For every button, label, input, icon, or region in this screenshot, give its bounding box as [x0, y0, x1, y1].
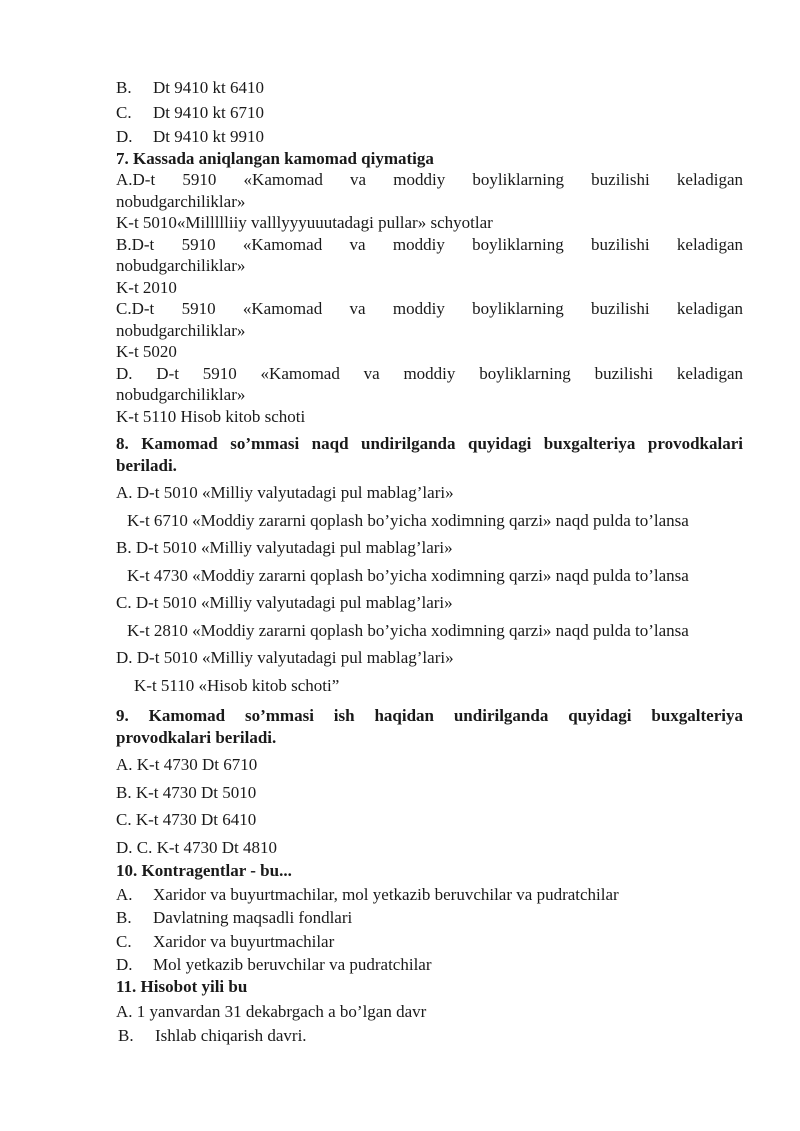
option-10b — [116, 907, 743, 929]
option-9a: A. K-t 4730 Dt 6710 — [116, 755, 258, 774]
option-text: Dt 9410 kt 6410 — [153, 78, 264, 97]
option-11b — [116, 1025, 743, 1047]
option-7c-line2: nobudgarchiliklar» — [116, 320, 246, 340]
option-text: Mol yetkazib beruvchilar va pudratchilar — [153, 955, 432, 974]
option-7b-line2: nobudgarchiliklar» — [116, 256, 246, 275]
option-10d — [116, 954, 743, 976]
option-9c: C. K-t 4730 Dt 6410 — [116, 810, 257, 829]
option-text: Ishlab chiqarish davri. — [155, 1025, 307, 1045]
option-letter: C. — [116, 931, 132, 951]
option-7c-line3: K-t 5020 — [116, 342, 177, 361]
question-9-title-line1: 9. Kamomad so’mmasi ish haqidan undirilganda quyidagi buxgalteriya — [116, 706, 743, 725]
option-8c-line1: C. D-t 5010 «Milliy valyutadagi pul mablag’lari» — [116, 593, 453, 612]
option-9d: D. C. K-t 4730 Dt 4810 — [116, 837, 278, 857]
option-9b: B. K-t 4730 Dt 5010 — [116, 782, 257, 802]
option-text: Dt 9410 kt 6710 — [153, 102, 264, 122]
option-letter: B. — [118, 1025, 134, 1045]
question-8-title-line1: 8. Kamomad so’mmasi naqd undirilganda quyidagi buxgalteriya provodkalari — [116, 434, 743, 453]
option-7a-line2: nobudgarchiliklar» — [116, 191, 246, 211]
document-page — [116, 77, 743, 1046]
option-8c-line2: K-t 2810 «Moddiy zararni qoplash bo’yicha xodimning qarzi» naqd pulda to’lansa — [127, 620, 689, 640]
option-7d-line2: nobudgarchiliklar» — [116, 385, 246, 404]
question-11-title: 11. Hisobot yili bu — [116, 976, 248, 996]
option-7a-line3: K-t 5010«Millllliiy valllyyyuuutadagi pullar» schyotlar — [116, 213, 493, 232]
option-q6-b — [116, 77, 743, 99]
option-7a-line1: A.D-t 5910 «Kamomad va moddiy boyliklarning buzilishi keladigan — [116, 170, 743, 189]
option-8b-line2: K-t 4730 «Moddiy zararni qoplash bo’yicha xodimning qarzi» naqd pulda to’lansa — [127, 565, 689, 585]
option-text: Xaridor va buyurtmachilar, mol yetkazib beruvchilar va pudratchilar — [153, 884, 619, 904]
option-q6-d — [116, 126, 743, 148]
option-7b-line3: K-t 2010 — [116, 277, 177, 297]
option-letter: C. — [116, 102, 132, 122]
option-8a-line1: A. D-t 5010 «Milliy valyutadagi pul mablag’lari» — [116, 483, 454, 502]
option-letter: D. — [116, 955, 133, 974]
option-7b-line1: B.D-t 5910 «Kamomad va moddiy boyliklarning buzilishi keladigan — [116, 234, 743, 254]
option-q6-c — [116, 102, 743, 124]
option-text: Davlatning maqsadli fondlari — [153, 908, 353, 927]
option-letter: D. — [116, 127, 133, 146]
option-11a: A. 1 yanvardan 31 dekabrgach a bo’lgan davr — [116, 1002, 427, 1021]
question-7-title: 7. Kassada aniqlangan kamomad qiymatiga — [116, 148, 434, 168]
option-7d-line3: K-t 5110 Hisob kitob schoti — [116, 406, 306, 426]
option-8b-line1: B. D-t 5010 «Milliy valyutadagi pul mablag’lari» — [116, 538, 453, 557]
option-8a-line2: K-t 6710 «Moddiy zararni qoplash bo’yicha xodimning qarzi» naqd pulda to’lansa — [127, 510, 689, 530]
option-text: Dt 9410 kt 9910 — [153, 127, 264, 146]
option-8d-line2: K-t 5110 «Hisob kitob schoti” — [134, 675, 340, 695]
option-10a — [116, 884, 743, 906]
question-10-title: 10. Kontragentlar - bu... — [116, 861, 292, 880]
option-8d-line1: D. D-t 5010 «Milliy valyutadagi pul mablag’lari» — [116, 648, 454, 667]
option-10c — [116, 931, 743, 953]
question-8-title-line2: beriladi. — [116, 455, 177, 475]
option-letter: A. — [116, 884, 133, 904]
option-letter: B. — [116, 908, 132, 927]
option-text: Xaridor va buyurtmachilar — [153, 931, 335, 951]
question-9-title-line2: provodkalari beriladi. — [116, 727, 277, 747]
option-letter: B. — [116, 78, 132, 97]
option-7c-line1: C.D-t 5910 «Kamomad va moddiy boyliklarning buzilishi keladigan — [116, 299, 743, 318]
option-7d-line1: D. D-t 5910 «Kamomad va moddiy boyliklarning buzilishi keladigan — [116, 363, 743, 383]
